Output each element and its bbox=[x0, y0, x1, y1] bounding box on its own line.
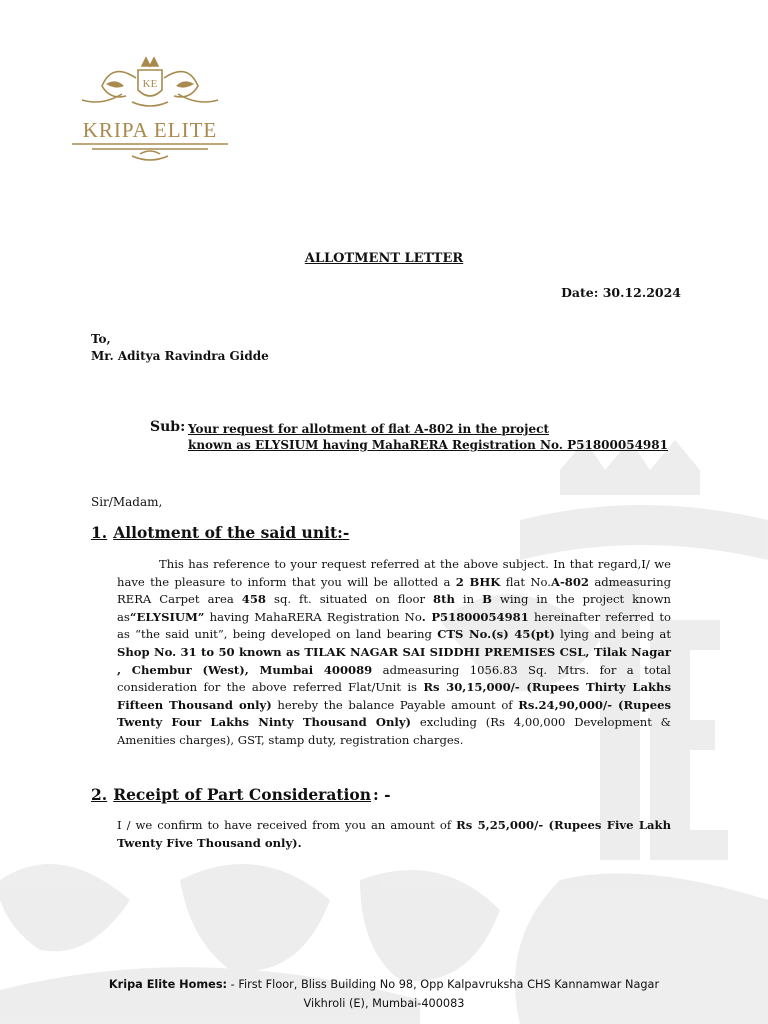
section-2-heading bbox=[91, 785, 391, 804]
logo-wordmark: KRIPA ELITE bbox=[82, 118, 218, 142]
section-2-title: Receipt of Part Consideration bbox=[113, 785, 372, 804]
section-1-title: Allotment of the said unit:- bbox=[113, 523, 350, 542]
section-2-number: 2. bbox=[91, 785, 108, 804]
svg-text:KE: KE bbox=[142, 78, 158, 90]
section-2-body: I / we confirm to have received from you an amount of Rs 5,25,000/- (Rupees Five Lakh Twenty Five Thousand only). bbox=[117, 818, 671, 850]
recipient-block bbox=[91, 331, 269, 365]
document-title: ALLOTMENT LETTER bbox=[304, 251, 464, 266]
footer-address bbox=[0, 975, 768, 1013]
section-2-title-suffix: : - bbox=[373, 785, 391, 804]
letter-date: Date: 30.12.2024 bbox=[561, 285, 681, 300]
to-label: To, bbox=[91, 332, 111, 346]
company-logo bbox=[62, 56, 238, 168]
salutation: Sir/Madam, bbox=[91, 495, 163, 509]
footer-line-2: Vikhroli (E), Mumbai-400083 bbox=[303, 997, 465, 1010]
section-1-number: 1. bbox=[91, 523, 108, 542]
subject-text bbox=[188, 421, 668, 453]
subject-line-2: known as ELYSIUM having MahaRERA Registration No. P51800054981 bbox=[188, 438, 668, 452]
subject-line-1: Your request for allotment of flat A-802 in the project bbox=[188, 422, 549, 436]
crest-icon bbox=[62, 56, 238, 168]
footer-line-1: Kripa Elite Homes: - First Floor, Bliss Building No 98, Opp Kalpavruksha CHS Kannamwar Nagar bbox=[108, 978, 660, 991]
recipient-name: Mr. Aditya Ravindra Gidde bbox=[91, 349, 269, 363]
section-1-heading bbox=[91, 523, 349, 542]
section-1-body: This has reference to your request referred at the above subject. In that regard,I/ we have the pleasure to inform that you will be allotted a 2 BHK flat No.A-802 admeasuring RERA Carpet area 458 sq. ft. situated on floor 8th in B wing in the project known as“ELYSIUM” having MahaRERA Registration No. P51800054981 hereinafter referred to as “the said unit”, being developed on land bearing CTS No.(s) 45(pt) lying and being at Shop No. 31 to 50 known as TILAK NAGAR SAI SIDDHI PREMISES CSL, Tilak Nagar , Chembur (West), Mumbai 400089 admeasuring 1056.83 Sq. Mtrs. for a total consideration for the above referred Flat/Unit is Rs 30,15,000/- (Rupees Thirty Lakhs Fifteen Thousand only) hereby the balance Payable amount of Rs.24,90,000/- (Rupees Twenty Four Lakhs Ninty Thousand Only) excluding (Rs 4,00,000 Development & Amenities charges), GST, stamp duty, registration charges. bbox=[117, 557, 672, 747]
subject-label: Sub: bbox=[150, 419, 186, 435]
